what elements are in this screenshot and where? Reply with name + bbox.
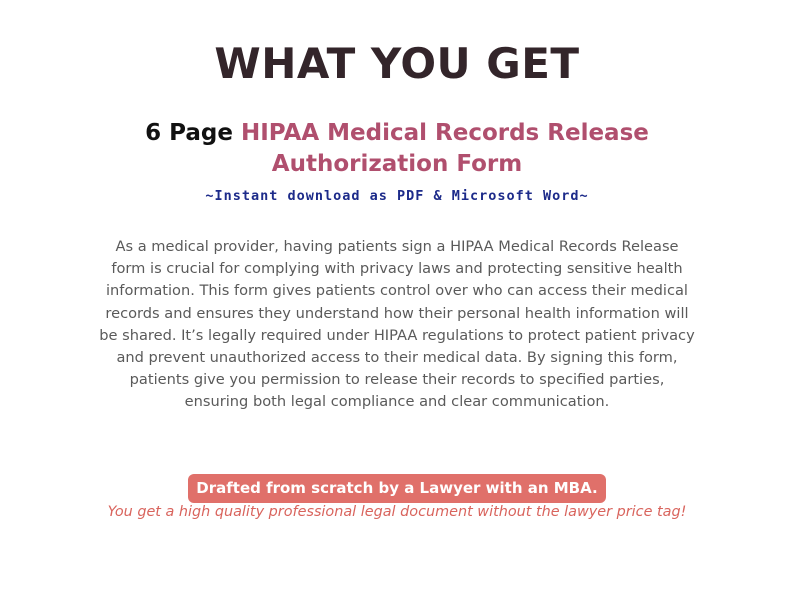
download-tagline: ~Instant download as PDF & Microsoft Word~ bbox=[205, 188, 589, 204]
subtitle-prefix: 6 Page bbox=[145, 120, 241, 146]
product-subtitle bbox=[97, 118, 697, 180]
value-proposition: You get a high quality professional legal document without the lawyer price tag! bbox=[107, 504, 687, 520]
badge-container bbox=[0, 474, 794, 503]
subtitle-accent: HIPAA Medical Records Release Authorization Form bbox=[240, 120, 649, 177]
author-badge: Drafted from scratch by a Lawyer with an MBA. bbox=[188, 474, 605, 503]
page-heading: WHAT YOU GET bbox=[214, 39, 580, 88]
description-paragraph: As a medical provider, having patients sign a HIPAA Medical Records Release form is crucial for complying with privacy laws and protecting sensitive health information. This form gives patients control over who can access their medical records and ensures they understand how their personal health information will be shared. It’s legally required under HIPAA regulations to protect patient privacy and prevent unauthorized access to their medical data. By signing this form, patients give you permission to release their records to specified parties, ensuring both legal compliance and clear communication. bbox=[99, 238, 695, 411]
